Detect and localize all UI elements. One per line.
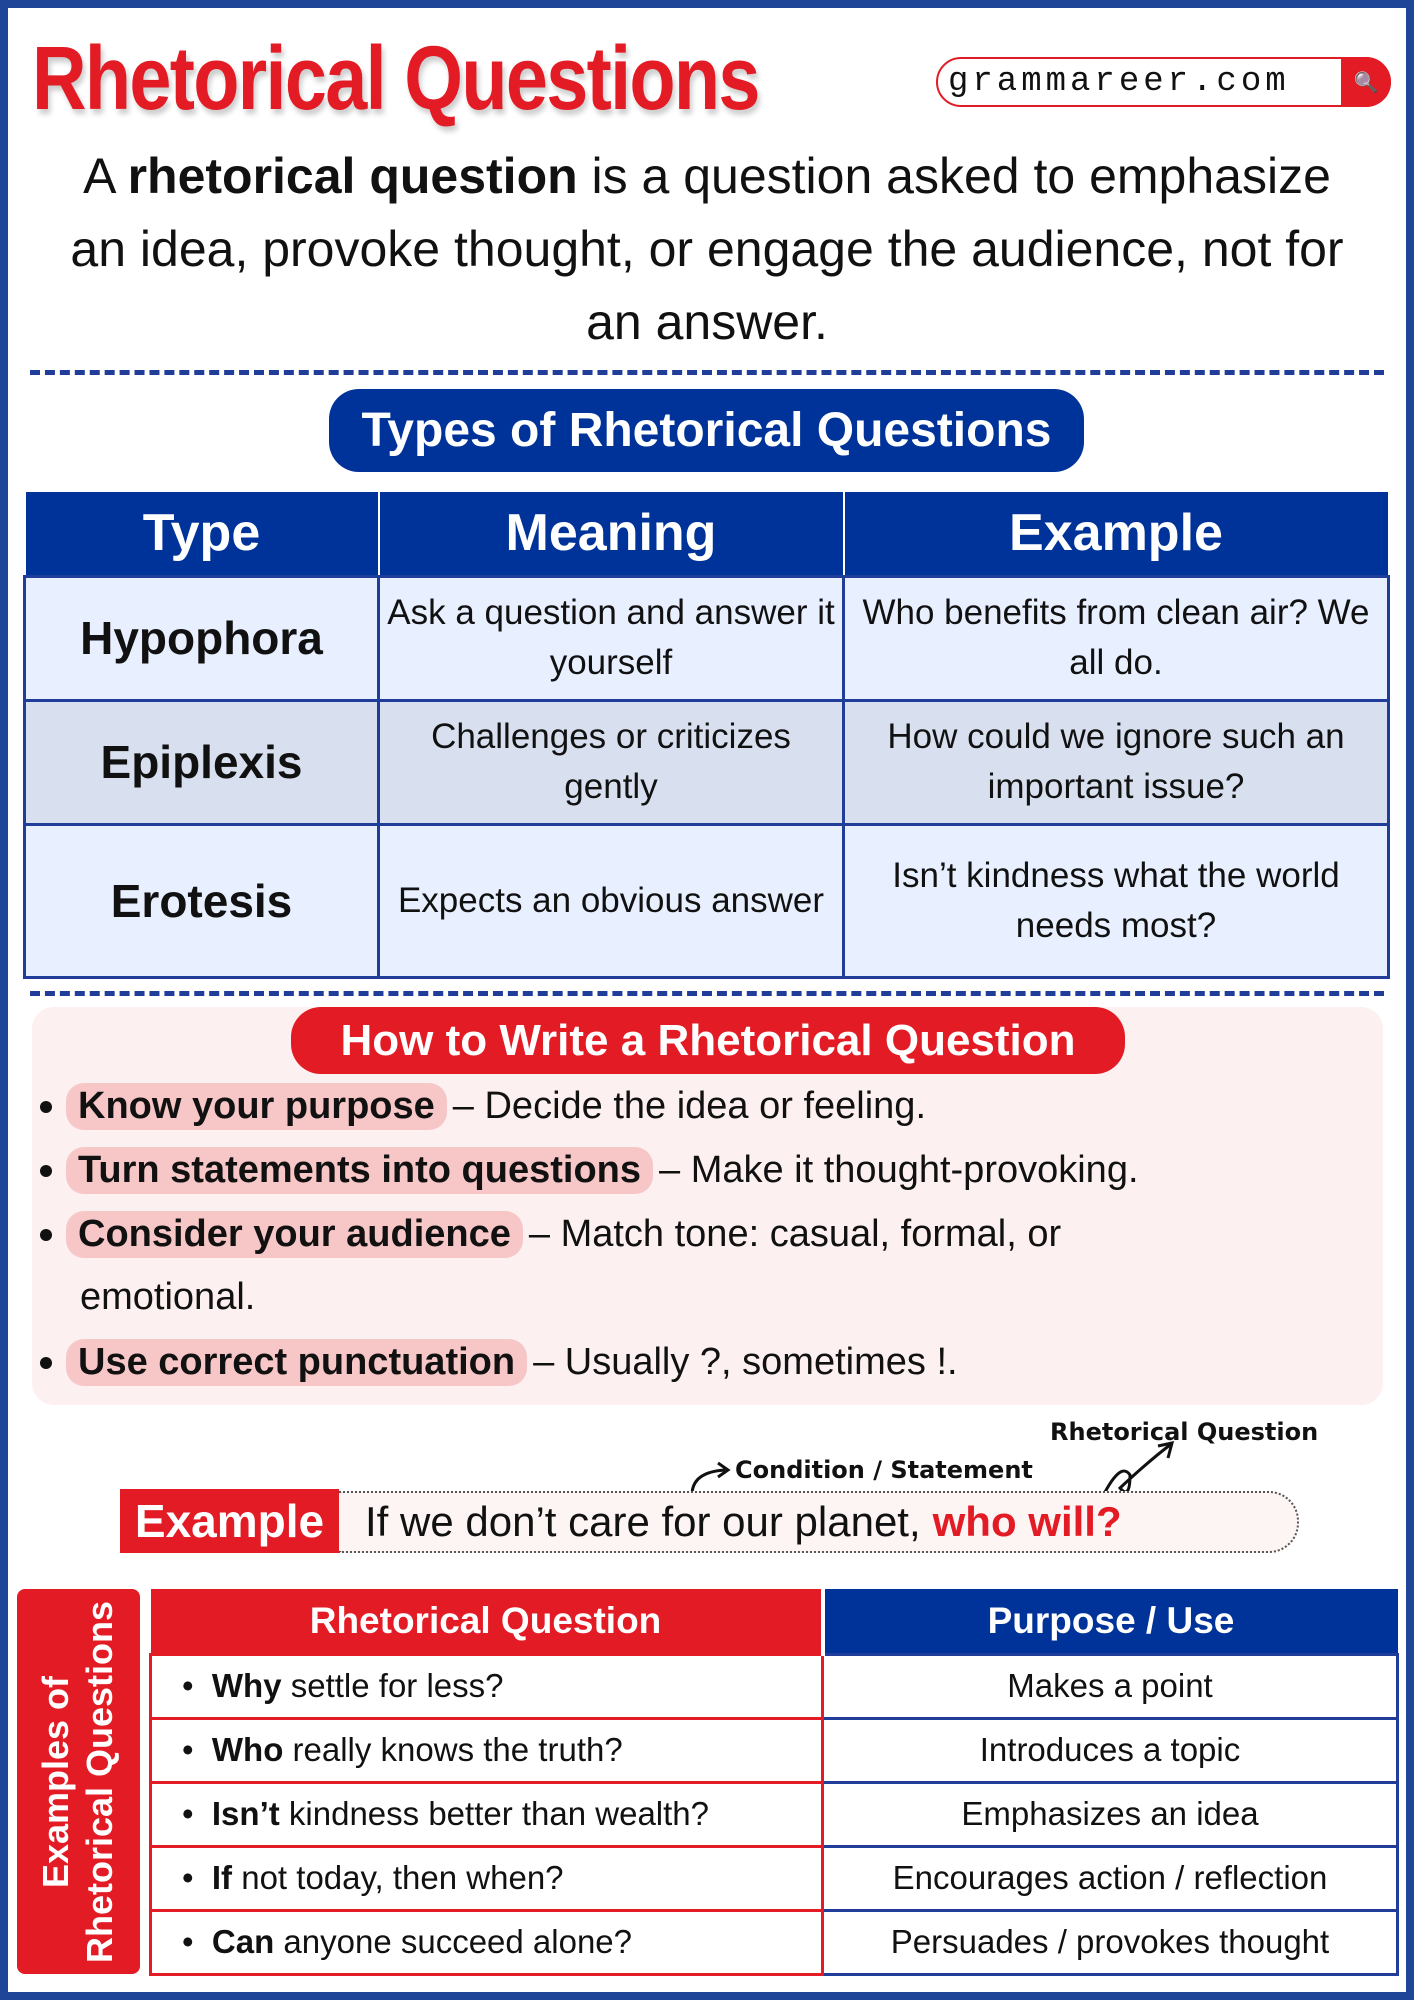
search-icon: 🔍 (1341, 57, 1391, 107)
list-item (40, 1147, 1139, 1194)
example-label: Example (120, 1489, 339, 1553)
page-title: Rhetorical Questions (32, 29, 759, 129)
col-type: Type (25, 492, 379, 576)
item-key: Turn statements into questions (66, 1147, 653, 1194)
purpose-cell: Encourages action / reflection (823, 1846, 1398, 1910)
table-row (151, 1782, 1398, 1846)
item-key: Use correct punctuation (66, 1339, 527, 1386)
bullet-icon (40, 1357, 52, 1369)
purpose-cell: Makes a point (823, 1654, 1398, 1718)
definition-post: is a question asked to emphasize an idea, provoke thought, or engage the audience, not for an answer. (70, 148, 1344, 350)
note-question: Rhetorical Question (1050, 1418, 1319, 1446)
question-rest: anyone succeed alone? (274, 1923, 633, 1960)
purpose-cell: Introduces a topic (823, 1718, 1398, 1782)
how-heading: How to Write a Rhetorical Question (291, 1007, 1125, 1074)
item-key: Consider your audience (66, 1211, 523, 1258)
example-cell: Who benefits from clean air? We all do. (844, 576, 1389, 700)
item-text: – Decide the idea or feeling. (452, 1085, 926, 1127)
definition-pre: A (83, 148, 128, 204)
site-badge[interactable] (936, 57, 1391, 107)
type-cell: Epiplexis (25, 700, 379, 824)
item-text: – Match tone: casual, formal, or (528, 1213, 1062, 1255)
col-example: Example (844, 492, 1389, 576)
question-lead: Why (211, 1667, 282, 1704)
type-cell: Erotesis (25, 824, 379, 977)
example-question: who will? (932, 1498, 1122, 1545)
item-text: – Make it thought-provoking. (659, 1149, 1139, 1191)
purpose-cell: Emphasizes an idea (823, 1782, 1398, 1846)
table-row (151, 1718, 1398, 1782)
bullet-icon (40, 1101, 52, 1113)
question-cell: • Who really knows the truth? (151, 1718, 823, 1782)
question-cell: • Can anyone succeed alone? (151, 1910, 823, 1974)
question-cell: • Isn’t kindness better than wealth? (151, 1782, 823, 1846)
question-lead: Who (211, 1731, 284, 1768)
table-row (25, 824, 1389, 977)
side-label-line: Examples of (35, 1675, 77, 1888)
col-meaning: Meaning (379, 492, 844, 576)
types-table (23, 492, 1390, 979)
divider (30, 991, 1384, 996)
bullet-icon (40, 1165, 52, 1177)
list-item-continuation: emotional. (80, 1276, 256, 1318)
question-rest: not today, then when? (232, 1859, 564, 1896)
purpose-cell: Persuades / provokes thought (823, 1910, 1398, 1974)
question-cell: • Why settle for less? (151, 1654, 823, 1718)
question-rest: settle for less? (281, 1667, 504, 1704)
meaning-cell: Ask a question and answer it yourself (379, 576, 844, 700)
col-question: Rhetorical Question (151, 1589, 823, 1654)
table-row (151, 1846, 1398, 1910)
item-key: Know your purpose (66, 1083, 447, 1130)
example-condition: If we don’t care for our planet, (365, 1498, 921, 1545)
definition (60, 140, 1354, 359)
type-cell: Hypophora (25, 576, 379, 700)
list-item (40, 1083, 926, 1130)
question-cell: • If not today, then when? (151, 1846, 823, 1910)
example-cell: Isn’t kindness what the world needs most? (844, 824, 1389, 977)
example-sentence (339, 1491, 1299, 1553)
example-cell: How could we ignore such an important issue? (844, 700, 1389, 824)
bullet-icon (40, 1229, 52, 1241)
table-row (151, 1654, 1398, 1718)
question-lead: Isn’t (211, 1795, 280, 1832)
examples-side-label (17, 1589, 140, 1974)
question-rest: really knows the truth? (283, 1731, 623, 1768)
table-row (25, 576, 1389, 700)
site-label: grammareer.com (948, 63, 1290, 101)
question-rest: kindness better than wealth? (279, 1795, 710, 1832)
side-label-line: Rhetorical Questions (79, 1600, 121, 1963)
definition-term: rhetorical question (127, 148, 578, 204)
table-row (151, 1910, 1398, 1974)
list-item (40, 1211, 1061, 1258)
list-item (40, 1339, 958, 1386)
col-purpose: Purpose / Use (823, 1589, 1398, 1654)
table-row (25, 700, 1389, 824)
item-text: – Usually ?, sometimes !. (533, 1341, 958, 1383)
examples-table (149, 1589, 1399, 1976)
divider (30, 370, 1384, 375)
note-condition: Condition / Statement (735, 1456, 1033, 1484)
question-lead: Can (211, 1923, 275, 1960)
meaning-cell: Expects an obvious answer (379, 824, 844, 977)
types-heading: Types of Rhetorical Questions (329, 389, 1084, 472)
meaning-cell: Challenges or criticizes gently (379, 700, 844, 824)
question-lead: If (211, 1859, 233, 1896)
